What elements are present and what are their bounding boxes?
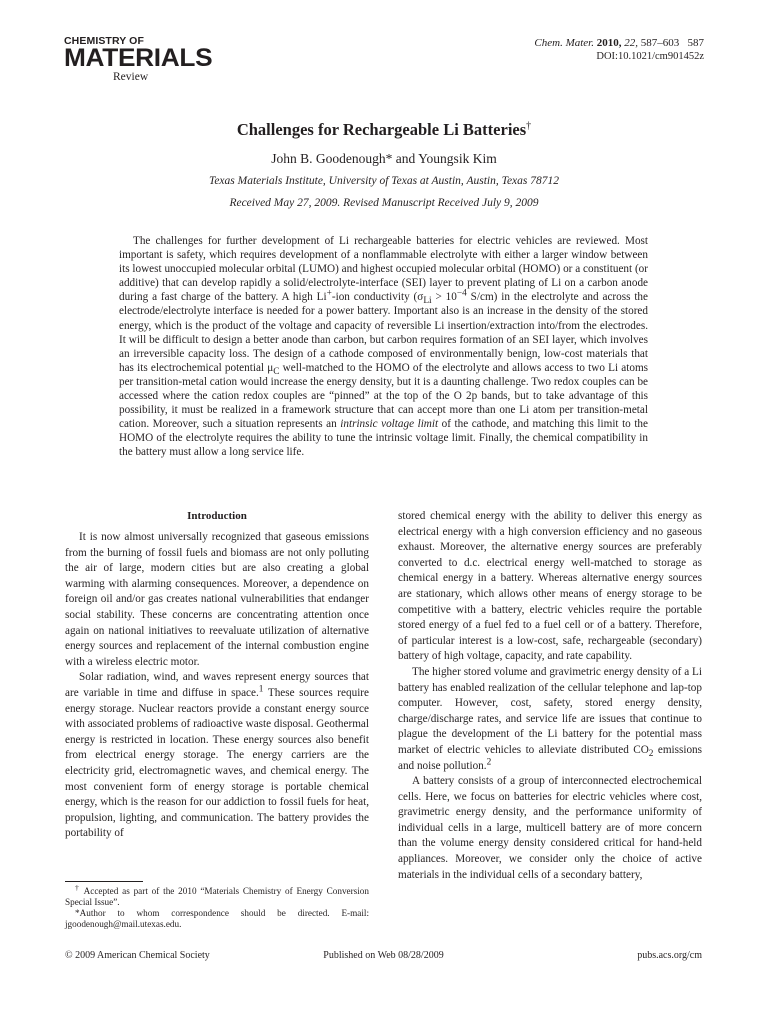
footnote-1-text: Accepted as part of the 2010 “Materials Chemistry of Energy Conversion Special Issue”.: [65, 886, 369, 907]
footnotes: [65, 882, 369, 930]
journal-url: pubs.acs.org/cm: [637, 950, 702, 961]
left-column: [65, 509, 369, 842]
footnote-1: [65, 882, 369, 908]
abstract-text-1: The challenges for further development of Li rechargeable batteries for electric vehicles are reviewed. Most important is safety, which requires development of a nonflammable electrolyte with either a larger window between its lowest unoccupied molecular orbital (LUMO) and highest occupied molecular orbital (HOMO) or a constituent (or additive) that can develop rapidly a solid/electrolyte-interface (SEI) layer to prevent plating of Li on a carbon anode during a fast charge of the battery. A high Li: [119, 235, 648, 304]
abstract-sup-2: −4: [456, 288, 467, 299]
page-footer: [65, 950, 702, 964]
abstract-emphasis: intrinsic voltage limit: [340, 418, 439, 431]
published-date: Published on Web 08/28/2009: [323, 950, 444, 961]
logo-main-text: MATERIALS: [64, 44, 213, 72]
intro-paragraph-3: stored chemical energy with the ability to deliver this energy as electrical energy with a high conversion efficiency and no gaseous exhaust. Moreover, the alternative energy sources are preferably converted to d.c. electrical energy well-matched to storage as chemical energy in a battery. Whereas alternative energy sources are stationary, which allows other means of energy storage to be competitive with a battery, electric vehicles require the portable stored energy of a fuel fed to a fuel cell or of a battery. Therefore, of particular interest is a low-cost, safe, rechargeable (secondary) battery of high voltage, capacity, and rate capability.: [398, 510, 702, 663]
footnote-divider: [65, 881, 143, 882]
footnote-1-mark: †: [75, 882, 81, 892]
affiliation: Texas Materials Institute, University of Texas at Austin, Austin, Texas 78712: [208, 175, 559, 187]
abstract-text-2: -ion conductivity (σ: [331, 291, 424, 304]
title-footnote-mark: †: [526, 120, 532, 132]
intro-paragraph-4: [398, 665, 702, 774]
footnote-2: *Author to whom correspondence should be directed. E-mail: jgoodenough@mail.utexas.edu.: [65, 908, 369, 929]
journal-reference: [534, 37, 704, 62]
journal-name: Chem. Mater.: [534, 37, 594, 49]
abstract-text-3: > 10: [431, 291, 457, 304]
authors: John B. Goodenough* and Youngsik Kim: [271, 151, 497, 166]
abstract-sub-1: Li: [423, 296, 432, 307]
abstract-text-5: well-matched to the HOMO of the electrolyte and allows access to two Li atoms per transition-metal cation would increase the energy density, but it is a daunting challenge. Two redox couples can be accessed where the cation redox couples are “pinned” at the top of the O 2p bands, but to take advantage of this possibility, it must be realized in a framework structure that can accept more than one Li atom per transition-metal cation. Moreover, such a situation represents an: [119, 361, 649, 431]
article-title-block: [0, 120, 768, 140]
intro-paragraph-2-text: Solar radiation, wind, and waves represent energy sources that are variable in time and diffuse in space.: [65, 671, 369, 699]
intro-paragraph-4-text: The higher stored volume and gravimetric energy density of a Li battery has enabled realization of the cellular telephone and lap-top computer. However, cost, safety, stored energy density, charge/discharge rates, and service life are issues that continue to plague the development of the Li battery for the potential mass market of electric vehicles to alleviate distributed CO: [398, 665, 702, 756]
citation-ref-2: 2: [486, 756, 492, 767]
intro-paragraph-1: It is now almost universally recognized that gaseous emissions from the burning of fossil fuels and biomass are not only polluting the air of large, modern cities but are also creating a global warming with alarming consequences. Moreover, a dependence on foreign oil and/or gas creates national vulnerabilities that endanger social stability. These concerns are concentrating attention once again on national initiatives to reevaluate utilization of alternative energy sources and replacement of the internal combustion engine with a wireless electric motor.: [65, 531, 369, 668]
doi: DOI:10.1021/cm901452z: [596, 51, 704, 62]
abstract-text-6: of the cathode, and matching this limit to the HOMO of the electrolyte requires the ability to tune the intrinsic voltage limit. Finally, the chemical compatibility in the battery must allow a long service life.: [119, 418, 648, 459]
abstract-text-4: S/cm) in the electrolyte and across the electrode/electrolyte interface is needed for a power battery. Important also is an increase in the density of the stored energy, which is the product of the voltage and capacity of reversible Li insertion/extraction into/from the electrodes. It will be difficult to design a better anode than carbon, but carbon requires formation of an SEI layer, which involves an irreversible capacity loss. The design of a cathode composed of environmentally benign, low-cost materials that has its electrochemical potential μ: [119, 291, 648, 374]
abstract: [119, 234, 648, 460]
abstract-sup-1: +: [326, 288, 332, 299]
journal-year: 2010,: [596, 37, 622, 49]
intro-paragraph-2: [65, 670, 369, 842]
citation-ref-1: 1: [258, 684, 264, 695]
intro-paragraph-5: A battery consists of a group of interconnected electrochemical cells. Here, we focus on batteries for electric vehicles where cost, gravimetric energy density, and the performance uniformity of individual cells in a large, multicell battery are of more concern than the volume energy density considered critical for hand-held appliances. Moreover, we consider only the choice of active materials in the individual cells of a secondary battery,: [398, 775, 702, 881]
intro-paragraph-4-text-b: emissions and noise pollution.: [398, 743, 702, 772]
abstract-sub-2: C: [273, 367, 280, 378]
journal-volume: 22,: [624, 37, 638, 49]
journal-pages: 587–603: [640, 37, 680, 49]
co2-subscript: 2: [648, 749, 654, 760]
intro-paragraph-2-text-b: These sources require energy storage. Nuclear reactors provide a constant energy source with associated problems of radioactive waste disposal. Geothermal energy is restricted in location. These energy sources also benefit from electrical energy storage. The energy carriers are the electricity grid, electromagnetic waves, and chemical energy. The most convenient form of energy storage is portable chemical energy, which is the reason for our addiction to fossil fuels for heat, propulsion, lighting, and communication. The battery provides the portability of: [65, 686, 369, 840]
copyright: © 2009 American Chemical Society: [65, 950, 210, 961]
journal-logo: [64, 36, 214, 86]
article-title: Challenges for Rechargeable Li Batteries: [236, 120, 527, 139]
logo-top-text: CHEMISTRY OF: [64, 35, 144, 47]
right-column: [398, 509, 702, 883]
section-label: Review: [113, 71, 149, 83]
page-number: 587: [687, 37, 704, 49]
section-heading-introduction: Introduction: [187, 510, 247, 522]
received-dates: Received May 27, 2009. Revised Manuscript Received July 9, 2009: [229, 197, 539, 209]
